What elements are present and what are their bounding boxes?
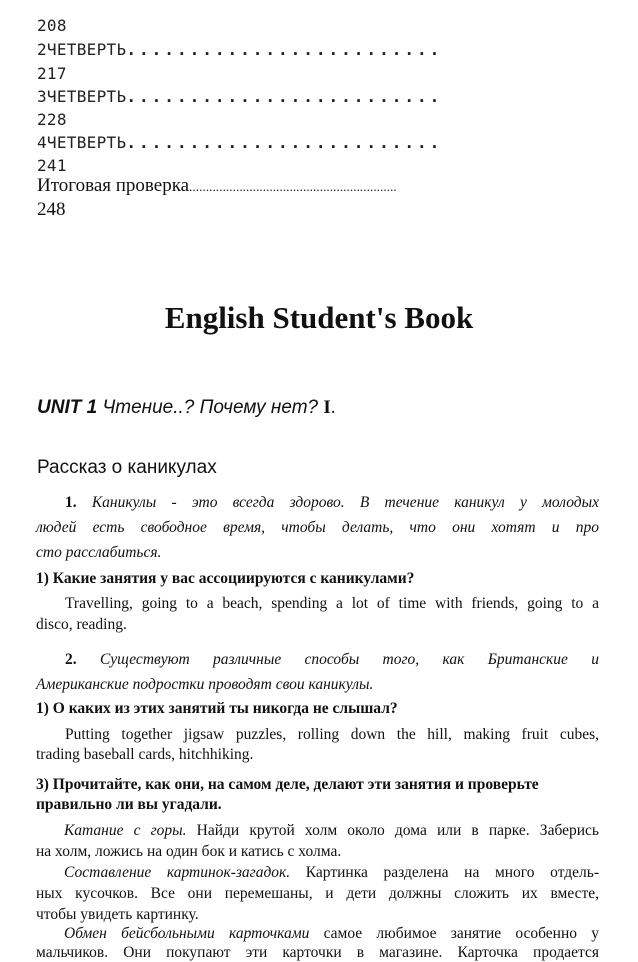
toc-page-number: 248 — [37, 199, 66, 220]
exercise-2-question: 1) О каких из этих занятий ты никогда не слышал? — [36, 700, 398, 717]
exercise-number: 1. — [65, 494, 77, 511]
toc-entry-label: 3ЧЕТВЕРТЬ — [37, 87, 127, 106]
unit-title: Чтение..? Почему нет? — [97, 397, 324, 418]
exercise-1-answer-line: Travelling, going to a beach, spending a lot of time with friends, going to a — [65, 595, 599, 612]
exercise-2-text-line: 2. Существуют различные способы того, как Британские и — [65, 651, 599, 668]
toc-entry-quarter-3 — [37, 87, 442, 106]
toc-page-number: 228 — [37, 110, 67, 129]
exercise-3-paragraph-line: на холм, ложись на один бок и катись с холма. — [36, 843, 342, 860]
toc-leader-dots: ......................... — [126, 133, 443, 152]
exercise-number: 2. — [65, 651, 77, 668]
toc-entry-final-check — [37, 175, 397, 197]
toc-entry-label: 4ЧЕТВЕРТЬ — [37, 133, 127, 152]
unit-roman-numeral: I — [323, 397, 331, 418]
toc-leader-dots: .............................................................. — [189, 179, 397, 194]
exercise-3-paragraph-line: Составление картинок-загадок. Картинка разделена на много отдель- — [64, 864, 599, 881]
toc-entry-quarter-2 — [37, 40, 442, 59]
exercise-1-text-line: людей есть свободное время, чтобы делать, что они хотят и про — [36, 519, 599, 536]
exercise-3-question: правильно ли вы угадали. — [36, 796, 222, 813]
unit-period: . — [330, 397, 336, 418]
exercise-3-paragraph-line: Обмен бейсбольными карточками самое любимое занятие особенно у — [64, 925, 599, 942]
activity-name: Обмен бейсбольными карточками — [64, 925, 310, 942]
toc-leader-dots: ......................... — [126, 87, 443, 106]
exercise-1-text-line: сто расслабиться. — [36, 544, 162, 561]
section-heading: Рассказ о каникулах — [37, 457, 217, 478]
toc-entry-label: 2ЧЕТВЕРТЬ — [37, 40, 127, 59]
book-title: English Student's Book — [164, 300, 474, 335]
exercise-1-question: 1) Какие занятия у вас ассоциируются с каникулами? — [36, 570, 415, 587]
exercise-1-text-line: 1. Каникулы - это всегда здорово. В течение каникул у молодых — [65, 494, 600, 511]
exercise-2-text-line: Американские подростки проводят свои каникулы. — [36, 676, 374, 693]
toc-entry-label: Итоговая проверка — [37, 175, 190, 196]
exercise-2-answer-line: trading baseball cards, hitchhiking. — [36, 746, 254, 763]
toc-leader-dots: ......................... — [126, 40, 443, 59]
exercise-2-answer-line: Putting together jigsaw puzzles, rolling down the hill, making fruit cubes, — [65, 726, 599, 743]
activity-name: Составление картинок-загадок. — [64, 864, 291, 881]
toc-page-number: 208 — [37, 16, 67, 35]
unit-heading — [37, 397, 336, 419]
exercise-3-paragraph-line: ных кусочков. Все они перемешаны, и дети должны сложить их вместе, — [36, 885, 599, 902]
unit-label: UNIT 1 — [37, 397, 98, 418]
exercise-3-paragraph-line: Катание с горы. Найди крутой холм около дома или в парке. Заберись — [64, 822, 599, 839]
exercise-3-paragraph-line: чтобы увидеть картинку. — [36, 906, 199, 923]
exercise-1-answer-line: disco, reading. — [36, 616, 127, 633]
toc-page-number: 217 — [37, 64, 67, 83]
toc-entry-quarter-4 — [37, 133, 442, 152]
exercise-3-question: 3) Прочитайте, как они, на самом деле, делают эти занятия и проверьте — [36, 776, 539, 793]
activity-name: Катание с горы. — [64, 822, 187, 839]
toc-page-number: 241 — [37, 156, 67, 175]
exercise-3-paragraph-line: мальчиков. Они покупают эти карточки в магазине. Карточка продается — [36, 944, 599, 961]
